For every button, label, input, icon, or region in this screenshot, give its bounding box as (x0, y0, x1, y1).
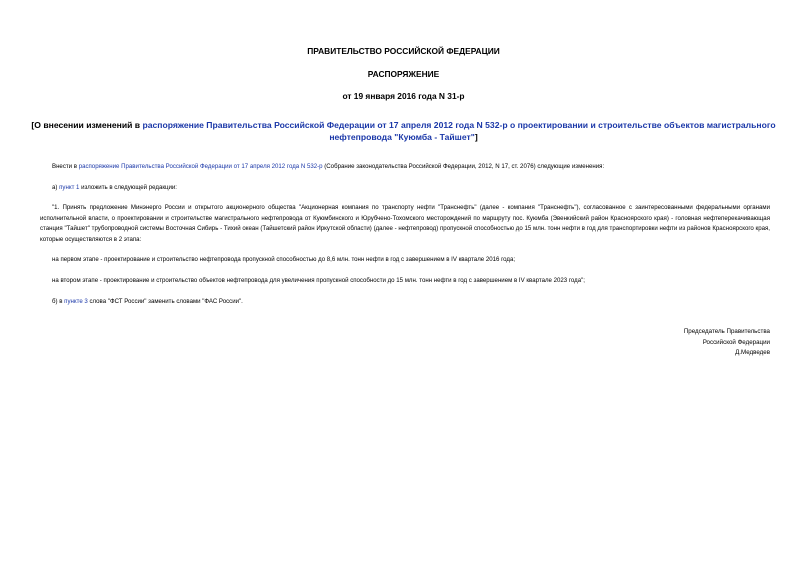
item-b-suffix: слова "ФСТ России" заменить словами "ФАС России". (87, 298, 243, 305)
quote-paragraph: "1. Принять предложение Минэнерго России и открытого акционерного общества "Акционерная компания по транспорту нефти "Транснефть" (далее - компания "Транснефть"), согласованное с заинтересованными федеральными органами исполнительной власти, о проектировании и строительстве магистрального нефтепровода от Куюмбинского и Юрубчено-Тохомского месторождений по маршруту пос. Куюмба (Эвенкийский район Красноярского края) - головная нефтеперекачивающая станция "Тайшет" трубопроводной системы Восточная Сибирь - Тихий океан (Тайшетский район Иркутской области) (далее - нефтепровод) пропускной способностью до 15 млн. тонн нефти в год для транспортировки нефти из районов Красноярского края, которые осуществляются в 2 этапа: (40, 204, 770, 243)
item-b-paragraph (40, 297, 770, 308)
signature-block (684, 327, 770, 359)
title-link[interactable]: распоряжение Правительства Российской Федерации от 17 апреля 2012 года N 532-р о проектировании и строительстве объектов магистрального нефтепровода "Куюмба - Тайшет" (142, 120, 776, 142)
government-heading: ПРАВИТЕЛЬСТВО РОССИЙСКОЙ ФЕДЕРАЦИИ (307, 46, 500, 56)
item-b-prefix: б) в (52, 298, 65, 305)
intro-prefix: Внести в (52, 163, 79, 170)
date-number: от 19 января 2016 года N 31-р (342, 91, 465, 101)
item-b-link[interactable]: пункте 3 (64, 298, 88, 305)
intro-paragraph (40, 162, 770, 173)
item-a-suffix: изложить в следующей редакции: (79, 184, 177, 191)
signature-line3: Д.Медведев (735, 349, 770, 357)
item-a-link[interactable]: пункт 1 (59, 184, 80, 191)
intro-link[interactable]: распоряжение Правительства Российской Федерации от 17 апреля 2012 года N 532-р (78, 163, 323, 170)
title-suffix: ] (474, 132, 478, 142)
document-title (30, 119, 777, 143)
signature-line1: Председатель Правительства (683, 328, 770, 335)
title-prefix: [О внесении изменений в (31, 120, 143, 130)
item-a-prefix: а) (52, 184, 60, 191)
item-a-paragraph (40, 183, 770, 194)
document-type: РАСПОРЯЖЕНИЕ (367, 69, 440, 79)
stage2-paragraph: на втором этапе - проектирование и строительство объектов нефтепровода для увеличения пропускной способности до 15 млн. тонн нефти в год с завершением в IV квартале 2023 года"; (52, 277, 585, 284)
stage1-paragraph: на первом этапе - проектирование и строительство нефтепровода пропускной способностью до 8,6 млн. тонн нефти в год с завершением в IV квартале 2016 года; (52, 256, 516, 263)
intro-suffix: (Собрание законодательства Российской Федерации, 2012, N 17, ст. 2076) следующие изменения: (322, 163, 605, 170)
signature-line2: Российской Федерации (702, 338, 770, 346)
